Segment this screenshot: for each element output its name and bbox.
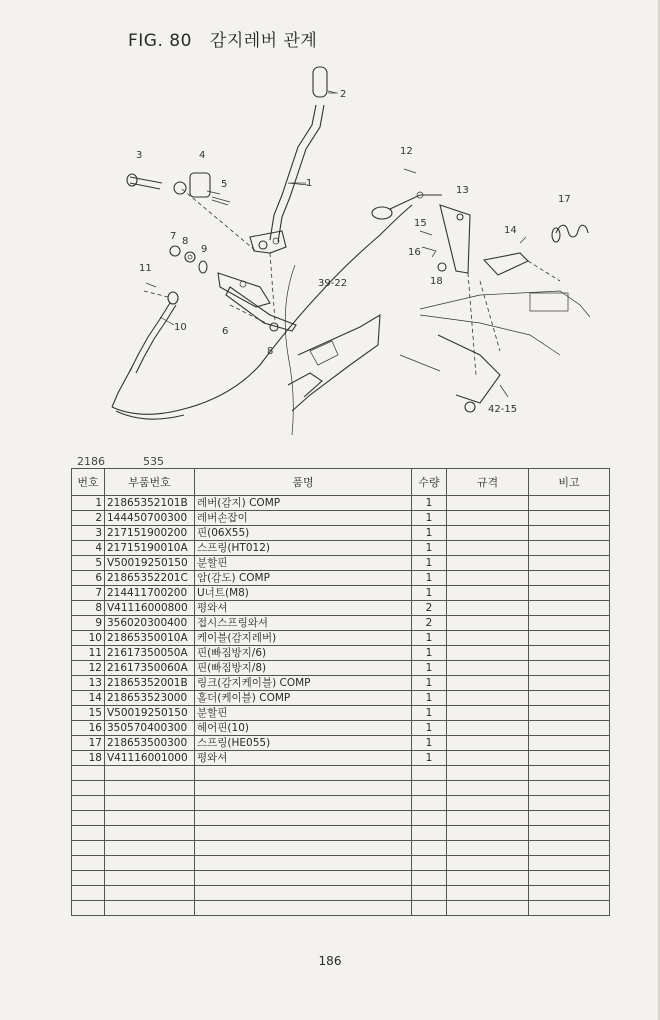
row-spec	[447, 646, 529, 661]
row-note	[529, 586, 610, 601]
blank-cell	[412, 871, 447, 886]
row-quantity: 2	[412, 601, 447, 616]
table-blank-row	[72, 826, 610, 841]
table-blank-row	[72, 796, 610, 811]
row-part-name: 스프링(HE055)	[195, 736, 412, 751]
row-note	[529, 511, 610, 526]
table-row	[72, 511, 610, 526]
blank-cell	[412, 856, 447, 871]
figure-subtitle: 감지레버 관계	[209, 31, 318, 51]
lever-rod-shape	[270, 105, 316, 240]
row-part-number: 217151900200	[105, 526, 195, 541]
row-note	[529, 691, 610, 706]
blank-cell	[72, 871, 105, 886]
blank-cell	[447, 856, 529, 871]
table-row	[72, 601, 610, 616]
row-part-name: 분할핀	[195, 556, 412, 571]
meta-right-code: 535	[143, 455, 164, 468]
callout-8-lower: 8	[267, 346, 274, 357]
row-part-name: 암(감도) COMP	[195, 571, 412, 586]
table-row	[72, 526, 610, 541]
blank-cell	[195, 826, 412, 841]
row-spec	[447, 496, 529, 511]
blank-cell	[447, 871, 529, 886]
blank-cell	[105, 796, 195, 811]
blank-cell	[529, 871, 610, 886]
blank-cell	[412, 901, 447, 916]
row-number: 8	[72, 601, 105, 616]
blank-cell	[447, 781, 529, 796]
row-part-name: 링크(감지케이블) COMP	[195, 676, 412, 691]
row-part-number: 21865350010A	[105, 631, 195, 646]
callout-3: 3	[136, 150, 143, 161]
row-quantity: 1	[412, 586, 447, 601]
row-spec	[447, 751, 529, 766]
header-part-number: 부품번호	[105, 469, 195, 496]
link-shape	[440, 205, 470, 273]
blank-cell	[529, 781, 610, 796]
blank-cell	[412, 826, 447, 841]
blank-cell	[105, 871, 195, 886]
row-number: 11	[72, 646, 105, 661]
cable-shape	[130, 303, 170, 371]
blank-cell	[447, 826, 529, 841]
blank-cell	[105, 766, 195, 781]
row-note	[529, 616, 610, 631]
row-part-name: 핀(06X55)	[195, 526, 412, 541]
row-spec	[447, 721, 529, 736]
table-row	[72, 751, 610, 766]
callout-5: 5	[221, 179, 228, 190]
blank-cell	[195, 811, 412, 826]
row-part-name: 핀(빠짐방지/6)	[195, 646, 412, 661]
row-part-name: 평와셔	[195, 751, 412, 766]
callout-12: 12	[400, 146, 413, 157]
row-part-number: V50019250150	[105, 556, 195, 571]
blank-cell	[195, 856, 412, 871]
row-part-number: 21617350060A	[105, 661, 195, 676]
row-part-number: 214411700200	[105, 586, 195, 601]
row-note	[529, 706, 610, 721]
blank-cell	[447, 901, 529, 916]
row-part-number: 356020300400	[105, 616, 195, 631]
row-spec	[447, 631, 529, 646]
row-number: 15	[72, 706, 105, 721]
row-number: 9	[72, 616, 105, 631]
row-note	[529, 526, 610, 541]
blank-cell	[447, 886, 529, 901]
row-note	[529, 556, 610, 571]
table-blank-row	[72, 901, 610, 916]
row-quantity: 1	[412, 721, 447, 736]
blank-cell	[412, 781, 447, 796]
row-number: 14	[72, 691, 105, 706]
table-blank-row	[72, 856, 610, 871]
blank-cell	[105, 841, 195, 856]
parts-table-body	[72, 496, 610, 916]
blank-cell	[72, 781, 105, 796]
blank-cell	[447, 796, 529, 811]
table-row	[72, 586, 610, 601]
row-note	[529, 571, 610, 586]
blank-cell	[72, 811, 105, 826]
blank-cell	[72, 796, 105, 811]
table-blank-row	[72, 871, 610, 886]
figure-number: FIG. 80	[128, 31, 192, 51]
row-quantity: 1	[412, 736, 447, 751]
callout-1: 1	[306, 178, 313, 189]
row-spec	[447, 661, 529, 676]
header-part-name: 품명	[195, 469, 412, 496]
blank-cell	[529, 811, 610, 826]
row-number: 10	[72, 631, 105, 646]
callout-6: 6	[222, 326, 229, 337]
row-part-number: 218653523000	[105, 691, 195, 706]
row-quantity: 2	[412, 616, 447, 631]
lever-grip-shape	[313, 67, 327, 97]
blank-cell	[195, 901, 412, 916]
row-quantity: 1	[412, 556, 447, 571]
right-frame-shape	[438, 335, 500, 403]
blank-cell	[105, 811, 195, 826]
row-note	[529, 661, 610, 676]
table-blank-row	[72, 886, 610, 901]
diagram-svg	[60, 55, 620, 450]
table-row	[72, 661, 610, 676]
meta-left-code: 2186	[77, 455, 105, 468]
blank-cell	[72, 841, 105, 856]
row-quantity: 1	[412, 691, 447, 706]
row-spec	[447, 676, 529, 691]
table-row	[72, 706, 610, 721]
blank-cell	[529, 901, 610, 916]
row-number: 12	[72, 661, 105, 676]
row-number: 18	[72, 751, 105, 766]
callout-15: 15	[414, 218, 427, 229]
row-part-name: 분할핀	[195, 706, 412, 721]
blank-cell	[529, 856, 610, 871]
row-part-name: 레버손잡이	[195, 511, 412, 526]
row-spec	[447, 541, 529, 556]
holder-shape	[484, 253, 528, 275]
table-header-row	[72, 469, 610, 496]
blank-cell	[529, 886, 610, 901]
row-part-number: 21865352101B	[105, 496, 195, 511]
table-row	[72, 721, 610, 736]
row-number: 5	[72, 556, 105, 571]
blank-cell	[412, 886, 447, 901]
row-part-number: 350570400300	[105, 721, 195, 736]
row-spec	[447, 526, 529, 541]
row-part-name: 헤어핀(10)	[195, 721, 412, 736]
row-spec	[447, 511, 529, 526]
row-spec	[447, 571, 529, 586]
row-quantity: 1	[412, 571, 447, 586]
blank-cell	[447, 811, 529, 826]
table-blank-row	[72, 841, 610, 856]
blank-cell	[447, 841, 529, 856]
row-quantity: 1	[412, 646, 447, 661]
blank-cell	[105, 781, 195, 796]
row-number: 6	[72, 571, 105, 586]
row-part-number: 21865352001B	[105, 676, 195, 691]
row-quantity: 1	[412, 751, 447, 766]
blank-cell	[72, 826, 105, 841]
row-part-number: 144450700300	[105, 511, 195, 526]
blank-cell	[529, 841, 610, 856]
blank-cell	[195, 886, 412, 901]
table-row	[72, 571, 610, 586]
table-row	[72, 556, 610, 571]
header-number: 번호	[72, 469, 105, 496]
table-row	[72, 646, 610, 661]
blank-cell	[529, 796, 610, 811]
row-quantity: 1	[412, 511, 447, 526]
row-note	[529, 751, 610, 766]
row-quantity: 1	[412, 526, 447, 541]
blank-cell	[72, 856, 105, 871]
table-row	[72, 541, 610, 556]
row-part-number: 21865352201C	[105, 571, 195, 586]
callout-17: 17	[558, 194, 571, 205]
row-quantity: 1	[412, 631, 447, 646]
table-row	[72, 631, 610, 646]
table-row	[72, 616, 610, 631]
table-row	[72, 676, 610, 691]
blank-cell	[105, 886, 195, 901]
header-note: 비고	[529, 469, 610, 496]
row-spec	[447, 736, 529, 751]
callout-8-upper: 8	[182, 236, 189, 247]
row-spec	[447, 601, 529, 616]
header-spec: 규격	[447, 469, 529, 496]
blank-cell	[195, 871, 412, 886]
table-row	[72, 496, 610, 511]
table-blank-row	[72, 811, 610, 826]
callout-13: 13	[456, 185, 469, 196]
callout-11: 11	[139, 263, 152, 274]
row-part-name: 홀더(케이블) COMP	[195, 691, 412, 706]
blank-cell	[195, 781, 412, 796]
row-quantity: 1	[412, 676, 447, 691]
row-spec	[447, 556, 529, 571]
row-number: 7	[72, 586, 105, 601]
row-note	[529, 721, 610, 736]
callout-14: 14	[504, 225, 517, 236]
figure-title	[128, 26, 317, 51]
callout-7: 7	[170, 231, 177, 242]
table-row	[72, 691, 610, 706]
page-number: 186	[318, 954, 342, 968]
row-note	[529, 646, 610, 661]
exploded-parts-diagram	[60, 55, 620, 450]
callout-42-15: 42-15	[488, 404, 518, 415]
row-spec	[447, 586, 529, 601]
blank-cell	[72, 886, 105, 901]
blank-cell	[529, 826, 610, 841]
row-note	[529, 736, 610, 751]
blank-cell	[529, 766, 610, 781]
blank-cell	[195, 841, 412, 856]
table-blank-row	[72, 766, 610, 781]
table-row	[72, 736, 610, 751]
row-part-number: V41116000800	[105, 601, 195, 616]
blank-cell	[72, 901, 105, 916]
spring-shape	[556, 225, 588, 237]
blank-cell	[412, 766, 447, 781]
row-spec	[447, 706, 529, 721]
row-note	[529, 601, 610, 616]
row-note	[529, 631, 610, 646]
callout-4: 4	[199, 150, 206, 161]
callout-18: 18	[430, 276, 443, 287]
row-quantity: 1	[412, 541, 447, 556]
callout-39-22: 39-22	[318, 278, 348, 289]
row-part-name: U너트(M8)	[195, 586, 412, 601]
table-blank-row	[72, 781, 610, 796]
blank-cell	[72, 766, 105, 781]
row-number: 4	[72, 541, 105, 556]
row-part-number: V50019250150	[105, 706, 195, 721]
blank-cell	[195, 766, 412, 781]
row-part-number: 218653500300	[105, 736, 195, 751]
row-part-name: 케이블(감지레버)	[195, 631, 412, 646]
header-quantity: 수량	[412, 469, 447, 496]
row-part-name: 레버(감지) COMP	[195, 496, 412, 511]
row-spec	[447, 691, 529, 706]
blank-cell	[195, 796, 412, 811]
row-number: 16	[72, 721, 105, 736]
row-part-name: 접시스프링와셔	[195, 616, 412, 631]
row-part-number: V41116001000	[105, 751, 195, 766]
arm-shape	[218, 273, 270, 307]
callout-16: 16	[408, 247, 421, 258]
row-note	[529, 541, 610, 556]
row-number: 3	[72, 526, 105, 541]
row-number: 2	[72, 511, 105, 526]
row-number: 13	[72, 676, 105, 691]
row-number: 17	[72, 736, 105, 751]
blank-cell	[105, 901, 195, 916]
row-part-number: 21617350050A	[105, 646, 195, 661]
row-quantity: 1	[412, 706, 447, 721]
blank-cell	[447, 766, 529, 781]
row-part-name: 핀(빠짐방지/8)	[195, 661, 412, 676]
row-spec	[447, 616, 529, 631]
parts-table	[71, 468, 610, 916]
row-note	[529, 676, 610, 691]
blank-cell	[105, 826, 195, 841]
blank-cell	[412, 841, 447, 856]
blank-cell	[412, 811, 447, 826]
row-part-name: 스프링(HT012)	[195, 541, 412, 556]
callout-10: 10	[174, 322, 187, 333]
blank-cell	[105, 856, 195, 871]
row-number: 1	[72, 496, 105, 511]
callout-9: 9	[201, 244, 208, 255]
blank-cell	[412, 796, 447, 811]
row-quantity: 1	[412, 496, 447, 511]
row-note	[529, 496, 610, 511]
row-part-number: 21715190010A	[105, 541, 195, 556]
row-part-name: 평와셔	[195, 601, 412, 616]
callout-2: 2	[340, 89, 347, 100]
row-quantity: 1	[412, 661, 447, 676]
